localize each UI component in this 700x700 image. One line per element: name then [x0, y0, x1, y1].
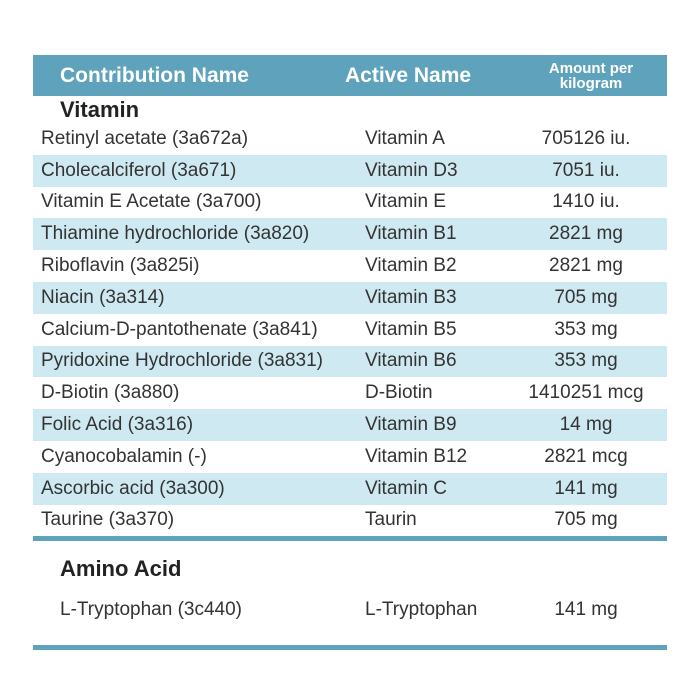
table-header [33, 55, 667, 96]
contribution-cell: L-Tryptophan (3c440) [60, 599, 243, 621]
table-row [33, 377, 667, 409]
amount-cell: 705126 iu. [541, 127, 631, 149]
contribution-cell: Retinyl acetate (3a672a) [41, 127, 249, 149]
amount-cell: 1410251 mcg [528, 382, 644, 404]
amount-cell: 141 mg [554, 599, 618, 621]
active-name-cell: Taurin [365, 509, 417, 531]
active-name-cell: Vitamin B1 [365, 223, 457, 245]
header-active-name: Active Name [345, 63, 472, 87]
active-name-cell: Vitamin B3 [365, 286, 457, 308]
nutrition-table [33, 55, 667, 650]
table-row [33, 187, 667, 219]
active-name-cell: Vitamin B12 [365, 445, 468, 467]
table-row [33, 123, 667, 155]
header-contribution-name: Contribution Name [60, 63, 249, 87]
header-amount [525, 61, 667, 91]
active-name-cell: Vitamin C [365, 477, 448, 499]
amount-cell: 2821 mg [549, 223, 623, 245]
table-row [33, 218, 667, 250]
table-row [33, 505, 667, 537]
table-row [33, 587, 667, 633]
amount-cell: 141 mg [554, 477, 618, 499]
amount-cell: 1410 iu. [552, 191, 620, 213]
vitamin-section-title: Vitamin [60, 97, 140, 122]
contribution-cell: Folic Acid (3a316) [41, 414, 194, 436]
active-name-cell: L-Tryptophan [365, 599, 478, 621]
table-row [33, 409, 667, 441]
amount-cell: 14 mg [559, 414, 613, 436]
contribution-cell: Cholecalciferol (3a671) [41, 159, 237, 181]
amount-cell: 7051 iu. [552, 159, 620, 181]
amino-section-title: Amino Acid [60, 556, 182, 582]
contribution-cell: Niacin (3a314) [41, 286, 165, 308]
contribution-cell: Ascorbic acid (3a300) [41, 477, 225, 499]
active-name-cell: Vitamin B9 [365, 414, 457, 436]
active-name-cell: Vitamin B2 [365, 255, 457, 277]
amount-cell: 353 mg [554, 318, 618, 340]
active-name-cell: Vitamin E [365, 191, 446, 213]
amount-cell: 705 mg [554, 509, 618, 531]
bottom-divider [33, 645, 667, 650]
active-name-cell: Vitamin A [365, 127, 445, 149]
table-row [33, 282, 667, 314]
section-divider [33, 536, 667, 541]
table-row [33, 314, 667, 346]
contribution-cell: D-Biotin (3a880) [41, 382, 180, 404]
contribution-cell: Calcium-D-pantothenate (3a841) [41, 318, 318, 340]
header-amount-line1: Amount per [548, 59, 634, 77]
contribution-cell: Cyanocobalamin (-) [41, 445, 207, 467]
amount-cell: 2821 mg [549, 255, 623, 277]
active-name-cell: Vitamin B6 [365, 350, 457, 372]
contribution-cell: Riboflavin (3a825i) [41, 255, 200, 277]
amino-rows [33, 587, 667, 633]
table-row [33, 250, 667, 282]
active-name-cell: Vitamin B5 [365, 318, 457, 340]
table-row [33, 441, 667, 473]
vitamin-rows [33, 123, 667, 536]
amount-cell: 353 mg [554, 350, 618, 372]
table-row [33, 346, 667, 378]
contribution-cell: Taurine (3a370) [41, 509, 175, 531]
amount-cell: 2821 mcg [544, 445, 628, 467]
contribution-cell: Vitamin E Acetate (3a700) [41, 191, 262, 213]
header-amount-line2: kilogram [559, 74, 623, 92]
table-row [33, 473, 667, 505]
amount-cell: 705 mg [554, 286, 618, 308]
table-row [33, 155, 667, 187]
active-name-cell: Vitamin D3 [365, 159, 458, 181]
active-name-cell: D-Biotin [365, 382, 433, 404]
contribution-cell: Thiamine hydrochloride (3a820) [41, 223, 310, 245]
contribution-cell: Pyridoxine Hydrochloride (3a831) [41, 350, 323, 372]
